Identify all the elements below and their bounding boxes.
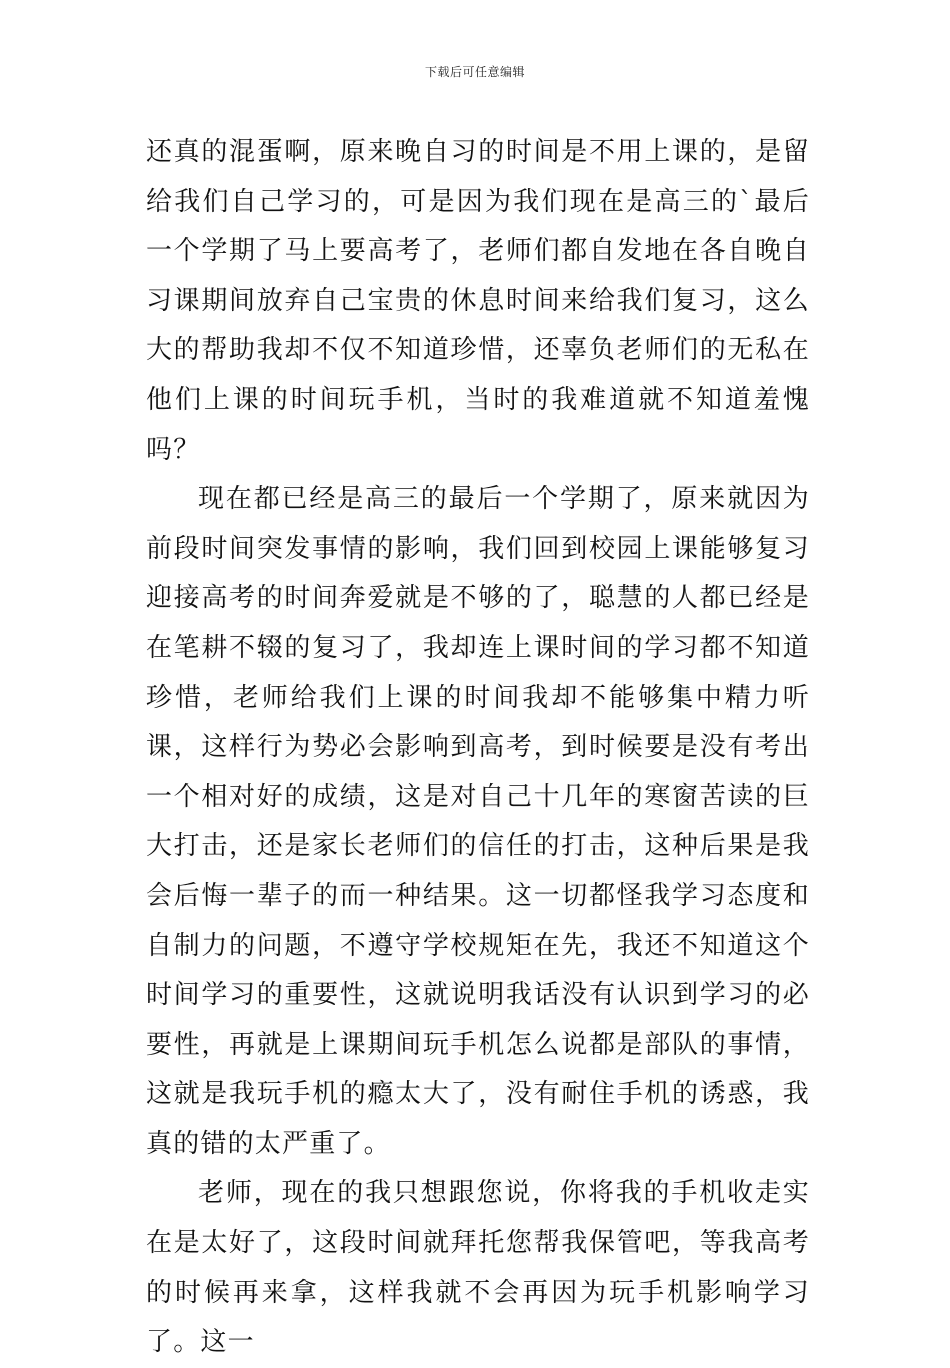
paragraph-1: 还真的混蛋啊，原来晚自习的时间是不用上课的，是留给我们自己学习的，可是因为我们现在是高三的`最后一个学期了马上要高考了，老师们都自发地在各自晚自习课期间放弃自己宝贵的休息时间来给我们复习，这么大的帮助我却不仅不知道珍惜，还辜负老师们的无私在他们上课的时间玩手机，当时的我难道就不知道羞愧吗？ [146, 137, 810, 465]
document-body [146, 128, 810, 1368]
paragraph-3: 老师，现在的我只想跟您说，你将我的手机收走实在是太好了，这段时间就拜托您帮我保管吧，等我高考的时候再来拿，这样我就不会再因为玩手机影响学习了。这一 [146, 1178, 810, 1358]
page-header-note: 下载后可任意编辑 [424, 65, 525, 79]
paragraph-2: 现在都已经是高三的最后一个学期了，原来就因为前段时间突发事情的影响，我们回到校园上课能够复习迎接高考的时间奔爱就是不够的了，聪慧的人都已经是在笔耕不辍的复习了，我却连上课时间的学习都不知道珍惜，老师给我们上课的时间我却不能够集中精力听课，这样行为势必会影响到高考，到时候要是没有考出一个相对好的成绩，这是对自己十几年的寒窗苦读的巨大打击，还是家长老师们的信任的打击，这种后果是我会后悔一辈子的而一种结果。这一切都怪我学习态度和自制力的问题，不遵守学校规矩在先，我还不知道这个时间学习的重要性，这就说明我话没有认识到学习的必要性，再就是上课期间玩手机怎么说都是部队的事情，这就是我玩手机的瘾太大了，没有耐住手机的诱惑，我真的错的太严重了。 [146, 484, 810, 1159]
